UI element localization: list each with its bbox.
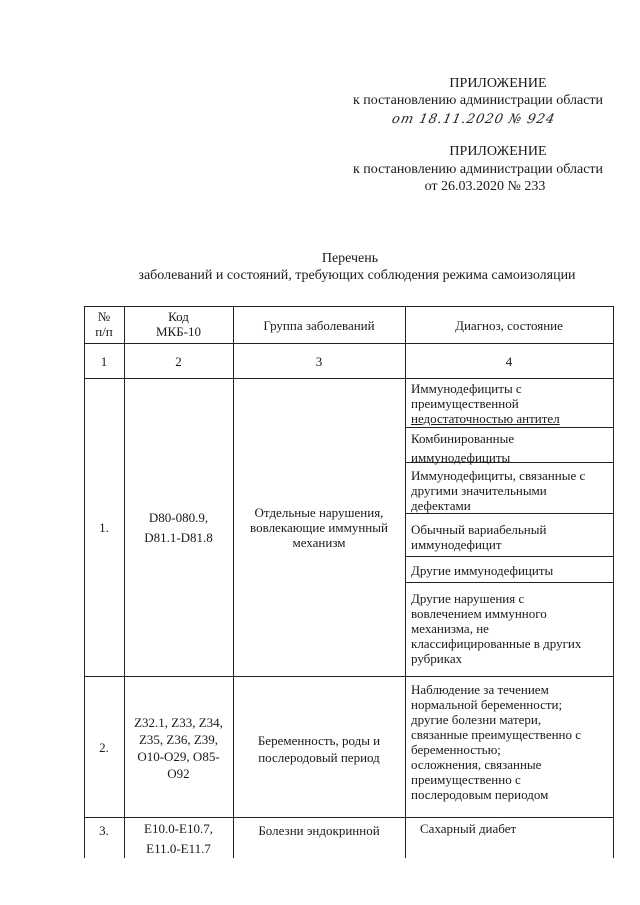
header-code: Код МКБ-10 bbox=[155, 309, 202, 339]
appendix-resolution-line-2: к постановлению администрации области bbox=[352, 162, 604, 177]
col-number-2: 2 bbox=[175, 354, 182, 369]
row2-num: 2. bbox=[99, 740, 109, 755]
row1-diagnosis-1: Иммунодефициты с преимущественной недостаточностью антител bbox=[411, 381, 560, 426]
row1-diagnosis-2: Комбинированные иммунодефициты bbox=[411, 431, 515, 465]
row3-code: E10.0-E10.7, E11.0-E11.7 bbox=[144, 821, 213, 856]
appendix-heading-1: ПРИЛОЖЕНИЕ bbox=[449, 76, 547, 91]
document-title: Перечень bbox=[321, 251, 379, 266]
row3-diagnosis: Сахарный диабет bbox=[420, 821, 517, 836]
row1-group: Отдельные нарушения, вовлекающие иммунный механизм bbox=[250, 505, 388, 550]
row1-num: 1. bbox=[99, 520, 109, 535]
row2-diagnosis: Наблюдение за течением нормальной беременности; другие болезни матери, связанные преимущественно с беременностью; осложнения, связанные преимущественно с послеродовым периодом bbox=[411, 682, 582, 802]
row1-diagnosis-3: Иммунодефициты, связанные с другими значительными дефектами bbox=[411, 468, 586, 513]
row1-code: D80-080.9, D81.1-D81.8 bbox=[144, 510, 213, 545]
col-number-1: 1 bbox=[100, 354, 108, 369]
header-num: № п/п bbox=[95, 309, 113, 339]
row2-group: Беременность, роды и послеродовый период bbox=[257, 733, 381, 765]
col-number-3: 3 bbox=[315, 354, 323, 369]
header-group: Группа заболеваний bbox=[263, 318, 375, 333]
header-diagnosis: Диагноз, состояние bbox=[455, 318, 563, 333]
row2-code: Z32.1, Z33, Z34, Z35, Z36, Z39, O10-O29, O85- O92 bbox=[134, 715, 223, 781]
appendix-heading-2: ПРИЛОЖЕНИЕ bbox=[449, 144, 547, 159]
appendix-date-number: от 26.03.2020 № 233 bbox=[424, 179, 546, 194]
document-subtitle: заболеваний и состояний, требующих соблюдения режима самоизоляции bbox=[138, 268, 576, 283]
col-number-4: 4 bbox=[505, 354, 513, 369]
row3-group: Болезни эндокринной bbox=[258, 823, 380, 838]
row1-diagnosis-6: Другие нарушения с вовлечением иммунного механизма, не классифицированные в других рубриках bbox=[411, 591, 582, 666]
appendix-resolution-line-1: к постановлению администрации области bbox=[352, 93, 604, 108]
row1-diagnosis-5: Другие иммунодефициты bbox=[411, 563, 554, 578]
row1-diagnosis-4: Обычный вариабельный иммунодефицит bbox=[411, 522, 547, 552]
row3-num: 3. bbox=[99, 823, 109, 838]
handwritten-date-number: от 18.11.2020 № 924 bbox=[390, 112, 557, 127]
